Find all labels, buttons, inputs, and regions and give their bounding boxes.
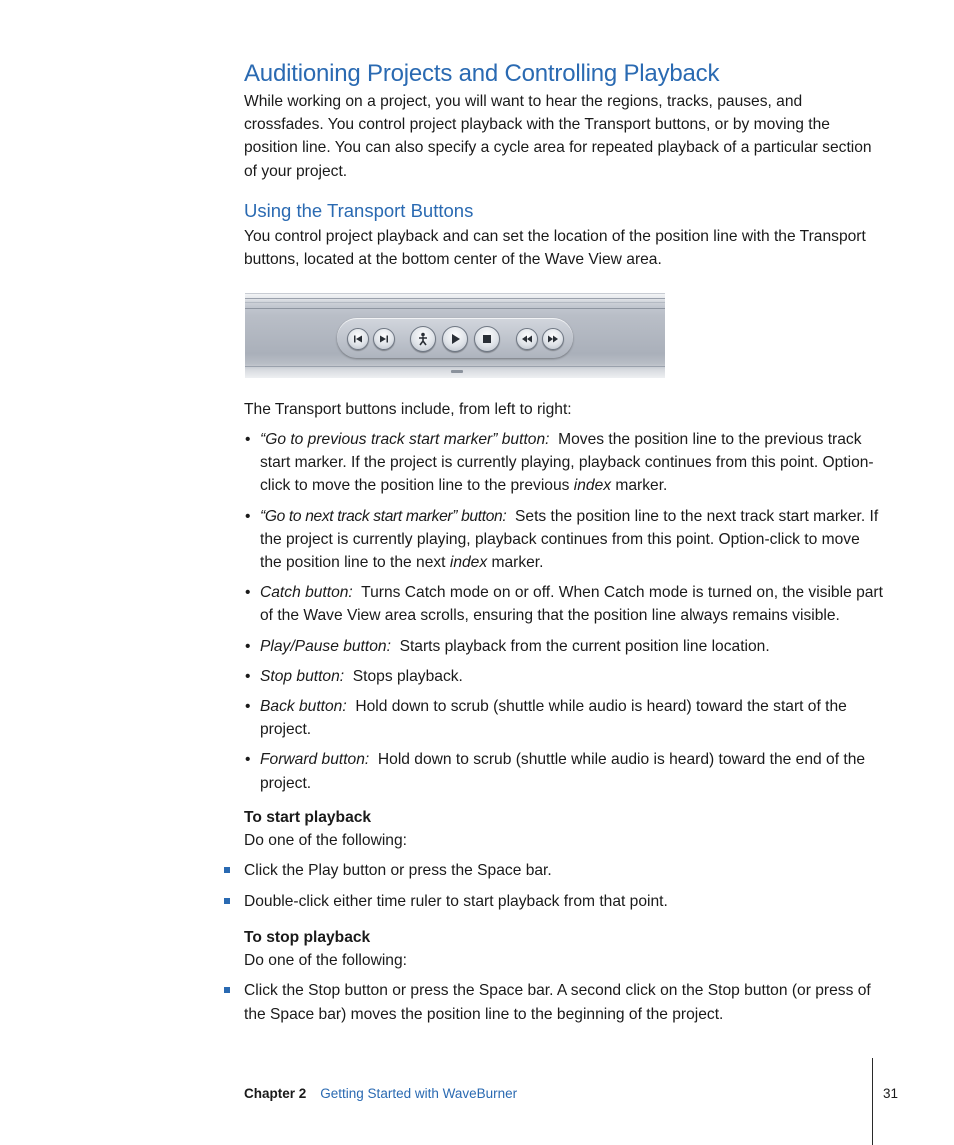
bullet-dot: •: [245, 751, 251, 769]
rail-line: [245, 308, 665, 309]
subsection-intro: You control project playback and can set the location of the position line with the Transport buttons, located at the bottom center of the Wave View area.: [244, 228, 866, 269]
list-item-emphasis: index: [449, 554, 488, 572]
page-number: 31: [883, 1086, 899, 1101]
list-item: [244, 505, 884, 575]
fast-forward-icon: [547, 334, 559, 344]
step-item: [244, 979, 884, 1025]
list-item: [244, 428, 884, 498]
task-lead: Do one of the following:: [244, 832, 407, 850]
list-item-text: Starts playback from the current position line location.: [399, 637, 770, 655]
transport-button-list: [244, 428, 884, 802]
step-bullet: [224, 898, 230, 904]
section-title: Auditioning Projects and Controlling Playback: [244, 60, 720, 87]
bullet-dot: •: [245, 584, 251, 602]
list-intro: The Transport buttons include, from left to right:: [244, 401, 572, 418]
task-heading: To stop playback: [244, 929, 371, 946]
list-item-term: “Go to previous track start marker” button:: [260, 431, 550, 448]
previous-marker-icon: [353, 334, 363, 344]
list-item-text: Sets the position line to the next track start marker. If the project is currently playing, playback continues from this point. Option-click to move the position line to the next: [260, 507, 879, 572]
step-text: Double-click either time ruler to start playback from that point.: [244, 892, 668, 910]
rail-line: [245, 366, 665, 367]
list-item-text: Hold down to scrub (shuttle while audio is heard) toward the start of the project.: [260, 698, 847, 739]
step-text: Click the Stop button or press the Space bar. A second click on the Stop button (or press of the Space bar) moves the position line to the beginning of the project.: [244, 982, 871, 1023]
list-item: [244, 665, 884, 688]
next-marker-button[interactable]: [373, 328, 395, 350]
list-item-term: “Go to next track start marker” button:: [260, 507, 507, 525]
list-item-text: Stops playback.: [352, 667, 463, 685]
task-stop-playback: [244, 926, 884, 1026]
next-marker-icon: [379, 334, 389, 344]
list-item-text: Hold down to scrub (shuttle while audio is heard) toward the end of the project.: [260, 751, 866, 792]
list-item: [244, 635, 884, 658]
previous-marker-button[interactable]: [347, 328, 369, 350]
list-item-text-end: marker.: [487, 554, 544, 572]
list-item-term: Back button:: [260, 698, 347, 716]
step-text: Click the Play button or press the Space bar.: [244, 862, 552, 880]
list-item-term: Forward button:: [260, 751, 370, 769]
bullet-dot: •: [245, 507, 251, 525]
list-item-text: Turns Catch mode on or off. When Catch mode is turned on, the visible part of the Wave View area scrolls, ensuring that the position line always remains visible.: [260, 584, 883, 625]
list-item: [244, 748, 884, 794]
play-pause-button[interactable]: [442, 326, 468, 352]
bullet-dot: •: [245, 637, 251, 655]
step-item: [244, 859, 884, 882]
forward-button[interactable]: [542, 328, 564, 350]
list-item-term: Catch button:: [260, 584, 353, 602]
resize-grip[interactable]: [451, 370, 463, 373]
rewind-icon: [521, 334, 533, 344]
bullet-dot: •: [245, 667, 251, 685]
transport-bar-figure: [245, 293, 665, 378]
rail-line: [245, 302, 665, 303]
footer-chapter-title: Getting Started with WaveBurner: [320, 1086, 518, 1101]
footer-divider: [872, 1058, 873, 1145]
list-item: [244, 695, 884, 741]
bullet-dot: •: [245, 698, 251, 716]
bullet-dot: •: [245, 431, 251, 448]
stop-icon: [482, 334, 492, 344]
task-heading: To start playback: [244, 809, 372, 826]
rail-line: [245, 298, 665, 299]
stop-button[interactable]: [474, 326, 500, 352]
task-start-playback: [244, 806, 884, 913]
list-item-emphasis: index: [573, 477, 612, 495]
subsection-title: Using the Transport Buttons: [244, 200, 474, 221]
back-button[interactable]: [516, 328, 538, 350]
step-bullet: [224, 987, 230, 993]
step-bullet: [224, 867, 230, 873]
footer-chapter: Chapter 2: [244, 1086, 307, 1101]
catch-icon: [416, 332, 430, 346]
list-item-term: Play/Pause button:: [260, 637, 391, 655]
page-footer: [244, 1086, 517, 1101]
list-item-text: Moves the position line to the previous track start marker. If the project is currently playing, playback continues from this point. Option-click to move the position line to the previous: [260, 431, 874, 495]
catch-button[interactable]: [410, 326, 436, 352]
list-item-text-end: marker.: [611, 477, 668, 495]
step-item: [244, 890, 884, 913]
task-lead: Do one of the following:: [244, 952, 407, 970]
section-intro: While working on a project, you will want to hear the regions, tracks, pauses, and crossfades. You control project playback with the Transport buttons, or by moving the position line. You can also specify a cycle area for repeated playback of a particular section of your project.: [244, 93, 872, 180]
list-item: [244, 581, 884, 627]
play-icon: [449, 333, 461, 345]
list-item-term: Stop button:: [260, 667, 345, 685]
